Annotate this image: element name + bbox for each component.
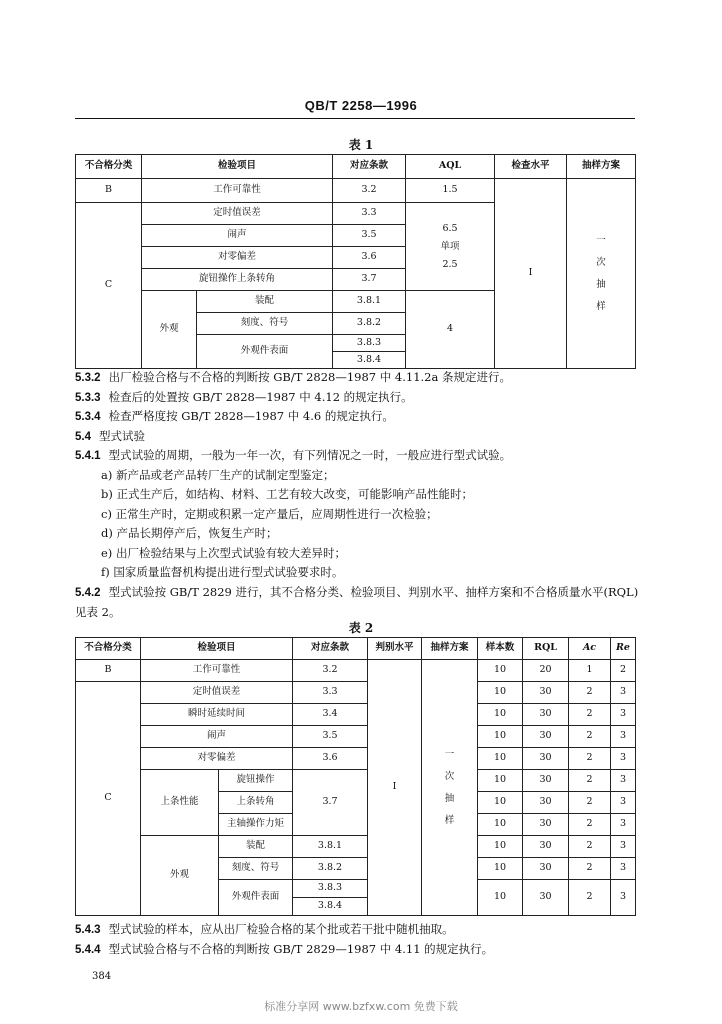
table2-header-rql: RQL — [523, 638, 569, 660]
list-item: b) 正式生产后，如结构、材料、工艺有较大改变，可能影响产品性能时； — [101, 487, 473, 501]
table2-clause-noise: 3.5 — [293, 726, 368, 748]
table1-clause-zero-deviation: 3.6 — [333, 247, 406, 269]
table2-ac-noise: 2 — [569, 726, 611, 748]
table2-ac-shaft-force: 2 — [569, 814, 611, 836]
table2-ac-surface: 2 — [569, 880, 611, 916]
table2-item-wind-angle: 上条转角 — [219, 792, 293, 814]
table2-clause-assembly: 3.8.1 — [293, 836, 368, 858]
table2-re-noise: 3 — [611, 726, 636, 748]
table2-re-wind-angle: 3 — [611, 792, 636, 814]
table2-item-noise: 闹声 — [141, 726, 293, 748]
table2-plan-char: 样 — [444, 814, 455, 826]
table2-n-timing-error: 10 — [478, 682, 523, 704]
table2-header-re: Re — [611, 638, 636, 660]
table1-clause-scale-symbol: 3.8.2 — [333, 313, 406, 335]
table2-header-level: 判别水平 — [368, 638, 422, 660]
table2-ac-scale-symbol: 2 — [569, 858, 611, 880]
body-section-5-3 — [75, 368, 640, 623]
table2-ac-knob-op: 2 — [569, 770, 611, 792]
table2-rql-wind-angle: 30 — [523, 792, 569, 814]
table2-ac-reliability: 1 — [569, 660, 611, 682]
table2-header-clause: 对应条款 — [293, 638, 368, 660]
table1-aql-value: 2.5 — [442, 258, 458, 270]
table1-header-aql: AQL — [406, 155, 495, 179]
table1-aql-group — [406, 203, 495, 291]
table1-inspection-level: I — [495, 179, 567, 369]
table2-appearance-label: 外观 — [141, 836, 219, 916]
list-item: e) 出厂检验结果与上次型式试验有较大差异时； — [101, 545, 346, 560]
table2-re-zero-deviation: 3 — [611, 748, 636, 770]
table2-ac-assembly: 2 — [569, 836, 611, 858]
clause-number: 5.4.1 — [75, 450, 101, 462]
table2-plan-char: 次 — [444, 770, 455, 782]
table2-ac-wind-angle: 2 — [569, 792, 611, 814]
table2-rql-zero-deviation: 30 — [523, 748, 569, 770]
table1-aql-note: 单项 — [440, 240, 460, 252]
table2-clause-surface-1: 3.8.3 — [293, 880, 368, 898]
table1-caption: 表 1 — [348, 138, 374, 152]
table2-clause-zero-deviation: 3.6 — [293, 748, 368, 770]
table1-plan-char: 一 — [596, 234, 606, 246]
table2-item-zero-deviation: 对零偏差 — [141, 748, 293, 770]
section-5-4-heading — [75, 427, 640, 447]
table1-header-plan: 抽样方案 — [567, 155, 636, 179]
table2-n-reliability: 10 — [478, 660, 523, 682]
paragraph-text: 出厂检验合格与不合格的判断按 GB/T 2828—1987 中 4.11.2a 条规定进行。 — [108, 370, 512, 384]
paragraph-text: 型式试验按 GB/T 2829 进行，其不合格分类、检验项目、判别水平、抽样方案和不合格质量水平(RQL)见表 2。 — [75, 584, 639, 619]
table1-item-assembly: 装配 — [197, 291, 333, 313]
clause-number: 5.4 — [75, 430, 91, 443]
table2-n-instant-delay: 10 — [478, 704, 523, 726]
table2-item-reliability: 工作可靠性 — [141, 660, 293, 682]
table2-rql-reliability: 20 — [523, 660, 569, 682]
table2-re-knob-op: 3 — [611, 770, 636, 792]
clause-number: 5.3.2 — [75, 372, 101, 384]
table2-n-knob-op: 10 — [478, 770, 523, 792]
table2-item-shaft-force: 主轴操作力矩 — [219, 814, 293, 836]
table1-plan-char: 样 — [596, 300, 606, 312]
header-rule — [75, 118, 635, 119]
table2-n-noise: 10 — [478, 726, 523, 748]
table2-discrimination-level: I — [368, 660, 422, 916]
table2-rql-knob-op: 30 — [523, 770, 569, 792]
table1-item-knob-torque: 旋钮操作上条转角 — [142, 269, 333, 291]
table1-item-zero-deviation: 对零偏差 — [142, 247, 333, 269]
table2-n-assembly: 10 — [478, 836, 523, 858]
table2-header-class: 不合格分类 — [76, 638, 141, 660]
body-section-5-4-tail — [75, 920, 640, 959]
table1-clause-noise: 3.5 — [333, 225, 406, 247]
table1-item-noise: 闹声 — [142, 225, 333, 247]
table1-sampling-plan — [567, 179, 636, 369]
table2-n-zero-deviation: 10 — [478, 748, 523, 770]
table2-header-item: 检验项目 — [141, 638, 293, 660]
paragraph-text: 检查后的处置按 GB/T 2828—1987 中 4.12 的规定执行。 — [108, 389, 413, 404]
table1-class-b: B — [76, 179, 142, 203]
table1-header-level: 检查水平 — [495, 155, 567, 179]
paragraph-5-4-1 — [75, 446, 640, 466]
page-number: 384 — [92, 971, 112, 982]
table2-winding-label: 上条性能 — [141, 770, 219, 836]
table-row — [76, 836, 636, 858]
list-item: d) 产品长期停产后，恢复生产时； — [101, 526, 278, 540]
table1-header-item: 检验项目 — [142, 155, 333, 179]
table-row — [76, 682, 636, 704]
table-row — [76, 726, 636, 748]
table-row — [76, 748, 636, 770]
table2-item-assembly: 装配 — [219, 836, 293, 858]
table2-n-wind-angle: 10 — [478, 792, 523, 814]
table2-re-assembly: 3 — [611, 836, 636, 858]
table2-rql-scale-symbol: 30 — [523, 858, 569, 880]
table1-class-c: C — [76, 203, 142, 369]
paragraph-5-4-4 — [75, 940, 640, 960]
table2-class-c: C — [76, 682, 141, 916]
table1 — [75, 154, 636, 369]
table1-clause-timing-error: 3.3 — [333, 203, 406, 225]
table1-clause-surface-1: 3.8.3 — [333, 335, 406, 352]
table2-clause-timing-error: 3.3 — [293, 682, 368, 704]
clause-number: 5.3.4 — [75, 411, 101, 423]
table1-item-timing-error: 定时值误差 — [142, 203, 333, 225]
table1-clause-reliability: 3.2 — [333, 179, 406, 203]
paragraph-text: 型式试验的样本，应从出厂检验合格的某个批或若干批中随机抽取。 — [108, 922, 454, 936]
table2-ac-zero-deviation: 2 — [569, 748, 611, 770]
paragraph-text: 检查严格度按 GB/T 2828—1987 中 4.6 的规定执行。 — [108, 409, 394, 423]
table2-header-plan: 抽样方案 — [422, 638, 478, 660]
table2-re-shaft-force: 3 — [611, 814, 636, 836]
table2-clause-reliability: 3.2 — [293, 660, 368, 682]
table2 — [75, 637, 636, 916]
table1-item-scale-symbol: 刻度、符号 — [197, 313, 333, 335]
table1-clause-knob-torque: 3.7 — [333, 269, 406, 291]
table2-rql-instant-delay: 30 — [523, 704, 569, 726]
table-row — [76, 770, 636, 792]
table2-header-sample: 样本数 — [478, 638, 523, 660]
table2-clause-winding: 3.7 — [293, 770, 368, 836]
table2-sampling-plan — [422, 660, 478, 916]
table2-re-surface: 3 — [611, 880, 636, 916]
table1-plan-char: 抽 — [596, 278, 606, 290]
table1-item-surface: 外观件表面 — [197, 335, 333, 369]
list-item: f) 国家质量监督机构提出进行型式试验要求时。 — [101, 565, 344, 579]
table2-clause-surface-2: 3.8.4 — [293, 898, 368, 916]
clause-number: 5.3.3 — [75, 391, 101, 404]
paragraph-5-3-4 — [75, 407, 640, 427]
list-item: c) 正常生产时，定期或积累一定产量后，应周期性进行一次检验； — [101, 506, 438, 521]
table-row — [76, 660, 636, 682]
table1-aql-value: 6.5 — [442, 222, 458, 234]
clause-number: 5.4.4 — [75, 943, 101, 956]
paragraph-5-4-3 — [75, 920, 640, 940]
table2-n-shaft-force: 10 — [478, 814, 523, 836]
table1-clause-surface-2: 3.8.4 — [333, 352, 406, 369]
table1-aql-appearance: 4 — [406, 291, 495, 369]
table2-re-instant-delay: 3 — [611, 704, 636, 726]
watermark-footer: 标准分享网 www.bzfxw.com 免费下载 — [264, 1000, 458, 1013]
clause-number: 5.4.2 — [75, 586, 101, 599]
table2-item-knob-op: 旋钮操作 — [219, 770, 293, 792]
table-row — [76, 179, 636, 203]
paragraph-text: 型式试验合格与不合格的判断按 GB/T 2829—1987 中 4.11 的规定执行。 — [108, 941, 494, 956]
table2-rql-surface: 30 — [523, 880, 569, 916]
table2-n-surface: 10 — [478, 880, 523, 916]
section-title: 型式试验 — [99, 428, 145, 443]
table2-ac-instant-delay: 2 — [569, 704, 611, 726]
table2-caption: 表 2 — [348, 621, 374, 635]
table2-item-surface: 外观件表面 — [219, 880, 293, 916]
table2-class-b: B — [76, 660, 141, 682]
table2-clause-instant-delay: 3.4 — [293, 704, 368, 726]
table1-aql-reliability: 1.5 — [406, 179, 495, 203]
table2-plan-char: 抽 — [444, 792, 455, 804]
paragraph-5-4-2 — [75, 583, 640, 623]
standard-number-header: QB/T 2258—1996 — [304, 98, 418, 113]
table2-item-scale-symbol: 刻度、符号 — [219, 858, 293, 880]
table1-appearance-label: 外观 — [142, 291, 197, 369]
paragraph-text: 型式试验的周期，一般为一年一次，有下列情况之一时，一般应进行型式试验。 — [108, 448, 512, 462]
table2-rql-noise: 30 — [523, 726, 569, 748]
table1-plan-char: 次 — [596, 256, 606, 268]
table1-clause-assembly: 3.8.1 — [333, 291, 406, 313]
list-item: a) 新产品或老产品转厂生产的试制定型鉴定； — [101, 467, 335, 482]
table2-ac-timing-error: 2 — [569, 682, 611, 704]
table1-header-class: 不合格分类 — [76, 155, 142, 179]
table2-clause-scale-symbol: 3.8.2 — [293, 858, 368, 880]
table2-rql-shaft-force: 30 — [523, 814, 569, 836]
table2-plan-char: 一 — [444, 748, 455, 760]
table1-item-reliability: 工作可靠性 — [142, 179, 333, 203]
table2-item-instant-delay: 瞬时延续时间 — [141, 704, 293, 726]
table2-header-ac: Ac — [569, 638, 611, 660]
table2-re-scale-symbol: 3 — [611, 858, 636, 880]
table2-n-scale-symbol: 10 — [478, 858, 523, 880]
table2-re-reliability: 2 — [611, 660, 636, 682]
table2-rql-assembly: 30 — [523, 836, 569, 858]
table2-rql-timing-error: 30 — [523, 682, 569, 704]
paragraph-5-3-2 — [75, 368, 640, 388]
table1-header-clause: 对应条款 — [333, 155, 406, 179]
table-row — [76, 704, 636, 726]
table2-item-timing-error: 定时值误差 — [141, 682, 293, 704]
paragraph-5-3-3 — [75, 388, 640, 408]
clause-number: 5.4.3 — [75, 924, 101, 936]
table2-re-timing-error: 3 — [611, 682, 636, 704]
